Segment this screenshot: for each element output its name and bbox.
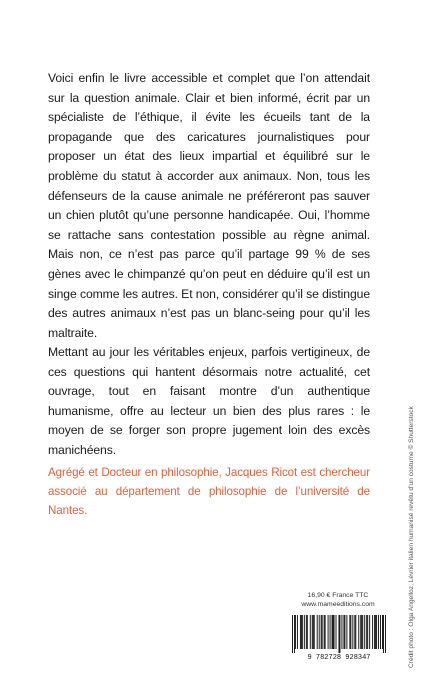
publisher-website: www.mameeditions.com xyxy=(301,601,375,608)
barcode-bar xyxy=(292,615,293,653)
barcode-bar xyxy=(341,615,342,649)
barcode-bar xyxy=(374,615,375,649)
barcode-bar xyxy=(319,615,320,649)
barcode-bar xyxy=(378,615,379,649)
barcode-bar xyxy=(361,615,362,649)
barcode-bar xyxy=(358,615,359,649)
barcode-bar xyxy=(382,615,383,649)
barcode-bar xyxy=(317,615,318,649)
barcode-bar xyxy=(344,615,345,649)
barcode-bar xyxy=(307,615,308,649)
barcode-bar xyxy=(372,615,373,649)
author-bio: Agrégé et Docteur en philosophie, Jacques Ricot est chercheur associé au département de philosophie de l’université de Nantes. xyxy=(48,466,370,517)
barcode-bar xyxy=(310,615,311,649)
photo-credit: Crédit photo : Olga Angelloz, Lévrier italien humanisé revêtu d’un costume © Shutterstock xyxy=(408,406,415,668)
barcode-bar xyxy=(360,615,361,649)
barcode-bars xyxy=(292,615,386,653)
barcode-bar xyxy=(349,615,350,649)
barcode-bar xyxy=(322,615,323,649)
barcode-bar xyxy=(314,615,315,649)
barcode-bar xyxy=(336,615,337,649)
barcode-bar xyxy=(306,615,307,649)
barcode-bar xyxy=(369,615,370,649)
barcode-bar xyxy=(328,615,329,649)
barcode-bar xyxy=(301,615,302,649)
barcode-bar xyxy=(294,615,295,653)
barcode-bar xyxy=(324,615,325,649)
barcode-bar xyxy=(339,615,340,653)
barcode-bar xyxy=(355,615,356,649)
barcode-bar xyxy=(354,615,355,649)
barcode-bar xyxy=(339,615,340,653)
barcode-bar xyxy=(350,615,351,649)
barcode-bar xyxy=(295,615,296,649)
barcode-bar xyxy=(364,615,365,649)
barcode-bar xyxy=(352,615,353,649)
barcode-bar xyxy=(334,615,335,649)
barcode-bar xyxy=(366,615,367,649)
barcode-bar xyxy=(343,615,344,649)
barcode-bar xyxy=(367,615,368,649)
price-label: 16,90 € France TTC xyxy=(307,592,369,599)
barcode-bar xyxy=(297,615,298,649)
barcode-bar xyxy=(362,615,363,649)
isbn-barcode xyxy=(288,615,390,661)
barcode-bar xyxy=(385,615,386,653)
barcode-bar xyxy=(321,615,322,649)
description-paragraph-1: Voici enfin le livre accessible et complet que l’on attendait sur la question animale. Clair et bien informé, écrit par un spécialiste de l’éthique, il évite les écueils tant de la propagande que des caricatures journalistiques pour proposer un état des lieux impartial et équilibré sur le problème du statut à accorder aux animaux. Non, tous les défenseurs de la cause animale ne préféreront pas sauver un chien plutôt qu’une personne handicapée. Oui, l’homme se rattache sans contestation possible au règne animal. Mais non, ce n’est pas parce qu’il partage 99 % de ses gènes avec le chimpanzé qu’on peut en déduire qu’il est un singe comme les autres. Et non, considérer qu’il se distingue des autres animaux n’est pas un blanc-seing pour qu’il les maltraite. xyxy=(48,71,370,340)
price-block xyxy=(290,591,386,609)
barcode-bar xyxy=(376,615,377,649)
barcode-bar xyxy=(375,615,376,649)
barcode-bar xyxy=(300,615,301,649)
barcode-bar xyxy=(302,615,303,649)
barcode-bar xyxy=(383,615,384,653)
barcode-bar xyxy=(304,615,305,649)
barcode-bar xyxy=(330,615,331,649)
barcode-bar xyxy=(380,615,381,649)
barcode-bar xyxy=(346,615,347,649)
barcode-bar xyxy=(313,615,314,649)
isbn-number: 9 782728 928347 xyxy=(307,654,371,661)
barcode-bar xyxy=(333,615,334,649)
barcode-bar xyxy=(325,615,326,649)
barcode-bar xyxy=(332,615,333,649)
description-paragraph-2: Mettant au jour les véritables enjeux, parfois vertigineux, de ces questions qui hantent désormais notre actualité, cet ouvrage, tout en faisant montre d’un authentique humanisme, offre au lecteur un bien des plus rares : le moyen de se forger son propre jugement loin des excès manichéens. xyxy=(48,345,370,457)
barcode-bar xyxy=(312,615,313,649)
